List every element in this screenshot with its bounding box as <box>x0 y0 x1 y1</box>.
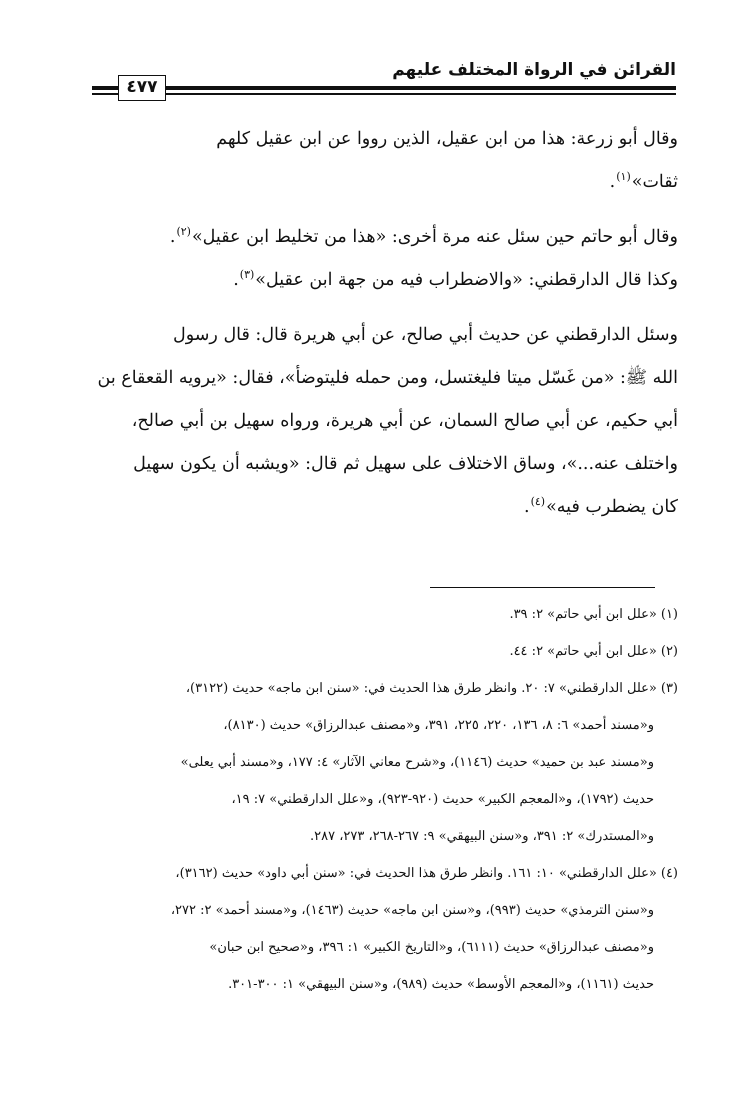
footnote-3-line: حديث (١٧٩٢)، و«المعجم الكبير» حديث (٩٢٠-٩٢٣)، و«علل الدارقطني» ٧: ١٩، <box>231 792 654 807</box>
footnote-text: «علل الدارقطني» ٧: ٢٠. وانظر طرق هذا الحديث في: «سنن ابن ماجه» حديث (٣١٢٢)، <box>185 681 657 696</box>
footnote-ref[interactable]: (١) <box>616 170 631 183</box>
text-line: أبي حكيم، عن أبي صالح السمان، عن أبي هريرة، ورواه سهيل بن أبي صالح، <box>131 411 678 431</box>
paragraph-abu-hatim <box>88 216 678 259</box>
running-title: القرائن في الرواة المختلف عليهم <box>392 60 676 80</box>
footnote-1 <box>88 596 678 633</box>
text-line: ثقات» <box>631 172 678 192</box>
footnote-3 <box>88 670 678 707</box>
footnote-3-line: و«مسند أحمد» ٦: ٨، ١٣٦، ٢٢٠، ٢٢٥، ٣٩١، و«مصنف عبدالرزاق» حديث (٨١٣٠)، <box>223 718 654 733</box>
text-line: وسئل الدارقطني عن حديث أبي صالح، عن أبي هريرة قال: قال رسول <box>173 325 678 345</box>
footnote-ref[interactable]: (٢) <box>176 225 191 238</box>
footnote-text: «علل ابن أبي حاتم» ٢: ٣٩. <box>509 607 657 622</box>
footnote-4-line: حديث (١١٦١)، و«المعجم الأوسط» حديث (٩٨٩)، و«سنن البيهقي» ١: ٣٠٠-٣٠١. <box>228 977 654 992</box>
text-line: كان يضطرب فيه» <box>546 497 678 517</box>
page-header <box>92 56 676 100</box>
footnote-text: «علل ابن أبي حاتم» ٢: ٤٤. <box>509 644 657 659</box>
period: . <box>523 497 530 517</box>
footnote-ref[interactable]: (٤) <box>530 495 546 508</box>
page-number: ٤٧٧ <box>118 75 166 101</box>
period: . <box>169 227 176 247</box>
footnote-number: (٤) <box>660 866 678 881</box>
period: . <box>609 172 616 192</box>
footnote-text: «علل الدارقطني» ١٠: ١٦١. وانظر طرق هذا الحديث في: «سنن أبي داود» حديث (٣١٦٢)، <box>175 866 657 881</box>
footnote-3-line: و«مسند عبد بن حميد» حديث (١١٤٦)، و«شرح معاني الآثار» ٤: ١٧٧، و«مسند أبي يعلى» <box>180 755 654 770</box>
footnote-number: (٢) <box>660 644 678 659</box>
header-rule-thin <box>92 93 676 95</box>
footnote-separator <box>430 587 655 588</box>
footnote-4-line: و«سنن الترمذي» حديث (٩٩٣)، و«سنن ابن ماجه» حديث (١٤٦٣)، و«مسند أحمد» ٢: ٢٧٢، <box>170 903 654 918</box>
text-line: الله ﷺ: «من غَسّل ميتا فليغتسل، ومن حمله فليتوضأ»، فقال: «يرويه القعقاع بن <box>97 368 678 388</box>
header-rule-thick <box>92 86 676 90</box>
text-line: وقال أبو زرعة: هذا من ابن عقيل، الذين رووا عن ابن عقيل كلهم <box>216 129 678 149</box>
footnote-4-line: و«مصنف عبدالرزاق» حديث (٦١١١)، و«التاريخ الكبير» ١: ٣٩٦، و«صحيح ابن حبان» <box>209 940 654 955</box>
text-line: وقال أبو حاتم حين سئل عنه مرة أخرى: «هذا من تخليط ابن عقيل» <box>191 227 678 247</box>
footnotes <box>88 596 678 1003</box>
text-line: وكذا قال الدارقطني: «والاضطراب فيه من جهة ابن عقيل» <box>255 270 678 290</box>
paragraph-question <box>88 314 678 529</box>
paragraph-daraqutni <box>88 259 678 302</box>
footnote-2 <box>88 633 678 670</box>
footnote-number: (١) <box>660 607 678 622</box>
text-line: واختلف عنه...»، وساق الاختلاف على سهيل ثم قال: «ويشبه أن يكون سهيل <box>133 454 678 474</box>
footnote-3-line: و«المستدرك» ٢: ٣٩١، و«سنن البيهقي» ٩: ٢٦٧-٢٦٨، ٢٧٣، ٢٨٧. <box>309 829 654 844</box>
main-text <box>88 118 678 529</box>
footnote-ref[interactable]: (٣) <box>239 268 255 281</box>
period: . <box>233 270 239 290</box>
footnote-4 <box>88 855 678 892</box>
footnote-number: (٣) <box>660 681 678 696</box>
paragraph-abu-zura <box>88 118 678 204</box>
